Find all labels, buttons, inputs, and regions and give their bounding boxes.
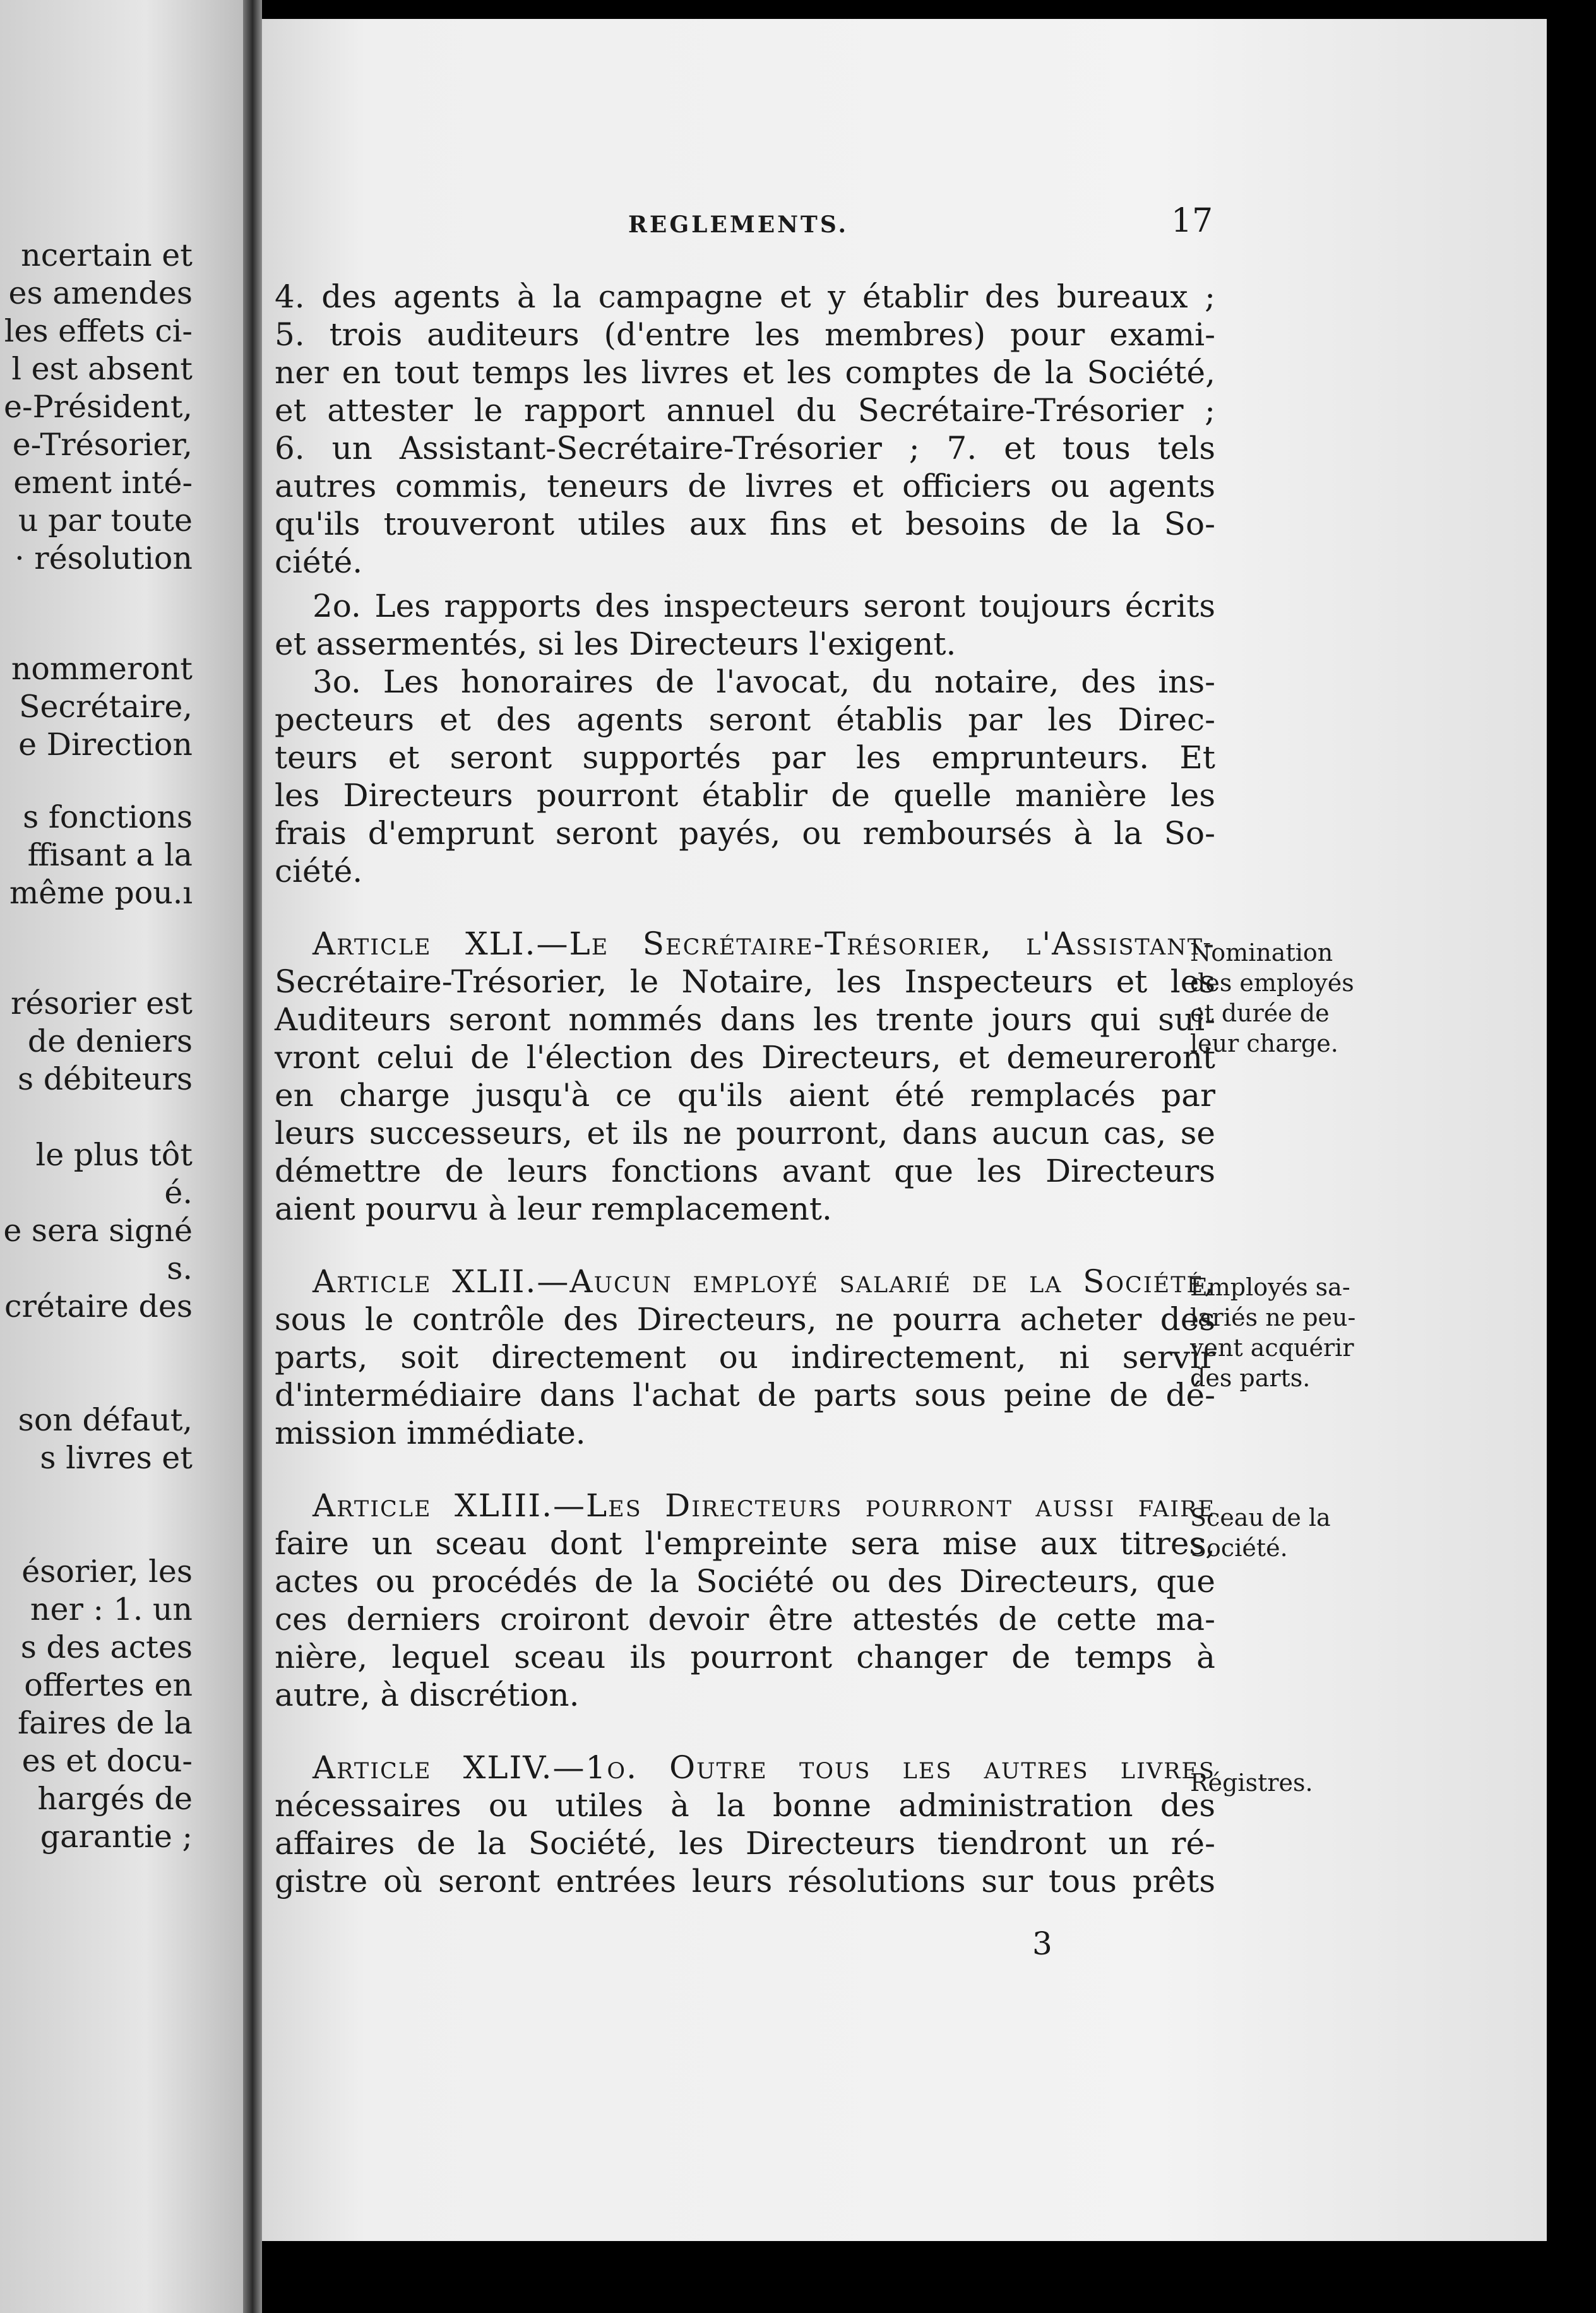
left-line: Secrétaire, (18, 689, 193, 725)
left-line: offertes en (24, 1667, 193, 1703)
margin-note-line: des employés (1190, 969, 1354, 997)
margin-note-line: Employés sa- (1190, 1273, 1350, 1301)
margin-note-line: des parts. (1190, 1364, 1311, 1392)
left-line: nommeront (11, 651, 193, 687)
page-right (262, 19, 1547, 2241)
text-line: et assermentés, si les Directeurs l'exigent. (275, 626, 956, 662)
margin-note-line: Sceau de la (1190, 1504, 1331, 1531)
left-line: même pou.ı (9, 875, 193, 911)
margin-note-seal (1190, 1502, 1392, 1563)
left-line: · résolution (15, 540, 193, 576)
text-line: démettre de leurs fonctions avant que les Directeurs (275, 1153, 1215, 1189)
article-41 (275, 925, 1215, 1228)
text-line: pecteurs et des agents seront établis par les Direc- (275, 701, 1215, 738)
left-line: crétaire des (4, 1288, 193, 1324)
left-line: ésorier, les (21, 1554, 193, 1590)
left-line: faires de la (18, 1705, 193, 1741)
text-line: leurs successeurs, et ils ne pourront, dans aucun cas, se (275, 1115, 1215, 1151)
paragraph-fees (275, 663, 1215, 890)
text-line: 4. des agents à la campagne et y établir des bureaux ; (275, 278, 1215, 315)
text-line: aient pourvu à leur remplacement. (275, 1191, 832, 1227)
left-line: e-Trésorier, (12, 427, 193, 463)
text-line: frais d'emprunt seront payés, ou remboursés à la So- (275, 815, 1215, 852)
signature-mark: 3 (1032, 1925, 1052, 1962)
paragraph-list-continuation (275, 278, 1215, 581)
left-line: e-Président, (4, 389, 193, 425)
text-line: affaires de la Société, les Directeurs tiendront un ré- (275, 1825, 1215, 1862)
text-line: parts, soit directement ou indirectement, ni servir (275, 1339, 1215, 1376)
left-line: es et docu- (21, 1743, 193, 1779)
text-line: 2o. Les rapports des inspecteurs seront toujours écrits (313, 588, 1215, 624)
left-line: ement inté- (13, 465, 193, 501)
left-line: s. (167, 1251, 193, 1287)
margin-note-line: Nomination (1190, 939, 1333, 966)
margin-note-line: lariés ne peu- (1190, 1304, 1356, 1331)
article-44 (275, 1749, 1215, 1900)
text-line: mission immédiate. (275, 1415, 586, 1451)
text-line: d'intermédiaire dans l'achat de parts sous peine de dé- (275, 1377, 1215, 1413)
left-line: e sera signé (3, 1213, 193, 1249)
text-line: nière, lequel sceau ils pourront changer de temps à (275, 1639, 1215, 1675)
margin-note-registers (1190, 1768, 1392, 1798)
text-line: sous le contrôle des Directeurs, ne pourra acheter des (275, 1301, 1215, 1338)
left-line: s fonctions (23, 799, 193, 835)
page-number: 17 (1171, 202, 1213, 240)
text-line: et attester le rapport annuel du Secrétaire-Trésorier ; (275, 392, 1215, 429)
margin-note-employees (1190, 1272, 1392, 1393)
text-line: teurs et seront supportés par les emprunteurs. Et (275, 739, 1215, 776)
facing-page-left (0, 0, 243, 2313)
article-heading-line: Article XLIV.—1o. Outre tous les autres livres (313, 1749, 1215, 1786)
text-line: 5. trois auditeurs (d'entre les membres) pour exami- (275, 316, 1215, 353)
left-line: résorier est (11, 985, 193, 1021)
text-line: actes ou procédés de la Société ou des Directeurs, que (275, 1563, 1215, 1600)
margin-note-nomination (1190, 937, 1392, 1059)
text-line: 6. un Assistant-Secrétaire-Trésorier ; 7. et tous tels (275, 430, 1215, 467)
article-42 (275, 1263, 1215, 1452)
left-line: es amendes (8, 275, 193, 311)
article-heading-line: Article XLI.—Le Secrétaire-Trésorier, l'Assistant- (313, 925, 1215, 962)
text-line: Secrétaire-Trésorier, le Notaire, les Inspecteurs et les (275, 963, 1215, 1000)
text-line: gistre où seront entrées leurs résolutions sur tous prêts (275, 1863, 1215, 1900)
running-head: REGLEMENTS. (628, 211, 849, 238)
left-line: l est absent (11, 351, 193, 387)
text-line: qu'ils trouveront utiles aux fins et besoins de la So- (275, 506, 1215, 542)
paragraph-reports (275, 587, 1215, 663)
text-line: nécessaires ou utiles à la bonne administration des (275, 1787, 1215, 1824)
left-line: e Direction (18, 727, 193, 763)
left-line: hargés de (37, 1781, 193, 1817)
margin-note-line: Régistres. (1190, 1769, 1313, 1797)
text-line: vront celui de l'élection des Directeurs, et demeureront (275, 1039, 1215, 1076)
article-43 (275, 1487, 1215, 1714)
margin-note-line: Société. (1190, 1534, 1288, 1562)
left-line: ner : 1. un (30, 1591, 193, 1627)
text-line: ciété. (275, 853, 363, 889)
left-line: son défaut, (18, 1402, 193, 1438)
left-line: é. (164, 1175, 193, 1211)
text-line: autres commis, teneurs de livres et officiers ou agents (275, 468, 1215, 504)
left-line: ffisant a la (27, 837, 193, 873)
margin-note-line: leur charge. (1190, 1030, 1338, 1057)
left-line: les effets ci- (4, 313, 193, 349)
left-line: u par toute (18, 502, 193, 538)
article-heading-line: Article XLII.—Aucun employé salarié de la Société, (313, 1263, 1215, 1300)
left-line: s livres et (40, 1440, 193, 1476)
left-line: ncertain et (21, 237, 193, 273)
text-line: en charge jusqu'à ce qu'ils aient été remplacés par (275, 1077, 1215, 1114)
text-line: ces derniers croiront devoir être attestés de cette ma- (275, 1601, 1215, 1638)
text-line: ner en tout temps les livres et les comptes de la Société, (275, 354, 1215, 391)
left-line: s des actes (20, 1629, 193, 1665)
text-line: les Directeurs pourront établir de quelle manière les (275, 777, 1215, 814)
text-line: ciété. (275, 544, 363, 580)
margin-note-line: vent acquérir (1190, 1334, 1354, 1362)
left-line: garantie ; (40, 1819, 193, 1855)
book-gutter (243, 0, 262, 2313)
left-line: s débiteurs (18, 1061, 193, 1097)
left-line: le plus tôt (35, 1137, 193, 1173)
margin-note-line: et durée de (1190, 999, 1330, 1027)
left-line: de deniers (27, 1023, 193, 1059)
text-line: Auditeurs seront nommés dans les trente jours qui sui- (275, 1001, 1215, 1038)
text-line: autre, à discrétion. (275, 1677, 580, 1713)
body-text (275, 278, 1215, 1900)
text-line: faire un sceau dont l'empreinte sera mise aux titres, (275, 1525, 1215, 1562)
article-heading-line: Article XLIII.—Les Directeurs pourront aussi faire (313, 1487, 1215, 1524)
text-line: 3o. Les honoraires de l'avocat, du notaire, des ins- (313, 663, 1215, 700)
